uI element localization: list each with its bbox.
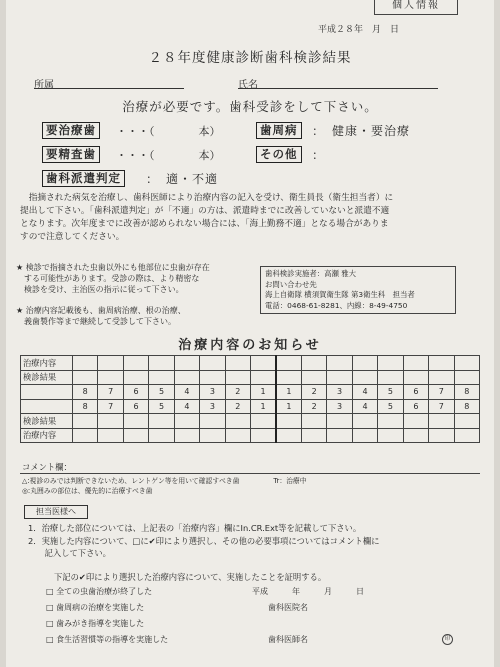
chart-cell[interactable] xyxy=(123,414,148,429)
contact-examiner: 歯科検診実施者：高瀬 雅大 xyxy=(265,269,357,278)
contact-heading: お問い合わせ先 xyxy=(265,279,317,289)
name-label: 氏名 xyxy=(238,80,258,91)
chart-cell[interactable] xyxy=(225,356,250,371)
tooth-number: 6 xyxy=(403,399,428,414)
chart-cell[interactable] xyxy=(251,370,276,385)
chart-cell[interactable] xyxy=(301,414,326,429)
notice-title: 治療内容のお知らせ xyxy=(178,338,322,353)
dentist-instruction-2: 2．実施した内容について、□に✔印により選択し、その他の必要事項についてはコメント欄に xyxy=(28,536,380,546)
row-exam-lower xyxy=(21,414,480,429)
tooth-number: 7 xyxy=(98,399,123,414)
chart-cell[interactable] xyxy=(200,428,225,443)
dispatch-value: ： 適・不適 xyxy=(146,172,219,186)
tooth-number: 2 xyxy=(225,385,250,400)
chart-cell[interactable] xyxy=(403,356,428,371)
chart-row-label xyxy=(21,385,73,400)
chart-cell[interactable] xyxy=(73,370,98,385)
chart-cell[interactable] xyxy=(276,414,301,429)
affiliation-line xyxy=(34,88,184,89)
chart-cell[interactable] xyxy=(225,414,250,429)
check-periodontal[interactable]: □ 歯周病の治療を実施した xyxy=(46,603,145,612)
instruction-line: すので注意してください。 xyxy=(20,232,125,242)
chart-cell[interactable] xyxy=(327,356,352,371)
periodontal-label: 歯周病 xyxy=(256,122,302,139)
tooth-number: 8 xyxy=(454,385,479,400)
chart-cell[interactable] xyxy=(174,356,199,371)
tooth-number: 8 xyxy=(73,399,98,414)
chart-cell[interactable] xyxy=(378,428,403,443)
dentist-instruction-3: 記入して下さい。 xyxy=(28,548,111,558)
check-all-cavities[interactable]: □ 全ての虫歯治療が終了した xyxy=(46,587,153,596)
dental-chart xyxy=(20,355,480,443)
dentist-instruction-1: 1．治療した部位については、上記表の「治療内容」欄にIn.CR.Ext等を記載して下さい。 xyxy=(28,523,362,533)
contact-phone: 電話：0468-61-8281、内線：8-49-4750 xyxy=(265,300,408,310)
tooth-number: 5 xyxy=(149,399,174,414)
document-title: ２８年度健康診断歯科検診結果 xyxy=(148,50,352,66)
other-label: その他 xyxy=(256,146,302,163)
tooth-number: 5 xyxy=(378,399,403,414)
tooth-number: 7 xyxy=(429,399,454,414)
row-upper-teeth xyxy=(21,385,480,400)
tooth-number: 2 xyxy=(301,385,326,400)
comment-field: コメント欄： xyxy=(20,461,480,474)
chart-cell[interactable] xyxy=(73,356,98,371)
chart-cell[interactable] xyxy=(149,414,174,429)
tooth-number: 8 xyxy=(454,399,479,414)
chart-cell[interactable] xyxy=(149,428,174,443)
document-page xyxy=(6,0,494,667)
chart-cell[interactable] xyxy=(123,356,148,371)
chart-cell[interactable] xyxy=(429,356,454,371)
tooth-number: 3 xyxy=(200,385,225,400)
chart-cell[interactable] xyxy=(123,370,148,385)
date-field: 平成 年 月 日 xyxy=(252,587,364,596)
chart-row-label: 検診結果 xyxy=(21,414,73,429)
chart-cell[interactable] xyxy=(225,428,250,443)
row-treatment-upper xyxy=(21,356,480,371)
chart-cell[interactable] xyxy=(327,428,352,443)
chart-cell[interactable] xyxy=(174,414,199,429)
seal-mark: 印 xyxy=(442,634,453,645)
row-lower-teeth xyxy=(21,399,480,414)
chart-cell[interactable] xyxy=(73,428,98,443)
chart-cell[interactable] xyxy=(98,356,123,371)
chart-cell[interactable] xyxy=(327,370,352,385)
tooth-number: 1 xyxy=(276,385,301,400)
legend-line: ◎:丸囲みの部位は、優先的に治療すべき歯 xyxy=(22,486,153,495)
treatment-needed-label: 要治療歯 xyxy=(42,122,100,139)
chart-cell[interactable] xyxy=(327,414,352,429)
note-continue xyxy=(16,305,186,327)
dentist-name-label: 歯科医師名 xyxy=(268,635,308,644)
tooth-number: 3 xyxy=(327,385,352,400)
chart-cell[interactable] xyxy=(429,370,454,385)
date-line: 平成２８年 月 日 xyxy=(318,25,400,35)
chart-row-label xyxy=(21,399,73,414)
chart-cell[interactable] xyxy=(251,428,276,443)
tooth-number: 4 xyxy=(352,385,377,400)
instruction-line: 提出して下さい。「歯科派遣判定」が「不適」の方は、派遣時までに改善していないと派遣不適 xyxy=(20,206,390,216)
dispatch-label: 歯科派遣判定 xyxy=(42,170,125,187)
note-cavity xyxy=(16,262,210,295)
tooth-number: 6 xyxy=(403,385,428,400)
chart-cell[interactable] xyxy=(251,414,276,429)
instruction-line: 指摘された病気を治療し、歯科医師により治療内容の記入を受け、衛生員長（衛生担当者）に xyxy=(28,193,394,203)
certification-text: 下記の✔印により選択した治療内容について、実施したことを証明する。 xyxy=(54,572,327,582)
chart-cell[interactable] xyxy=(301,356,326,371)
chart-cell[interactable] xyxy=(200,414,225,429)
contact-box xyxy=(260,266,456,314)
to-dentist-label: 担当医様へ xyxy=(24,505,88,519)
tooth-number: 1 xyxy=(251,385,276,400)
note-line: ★ 治療内容記載後も、歯周病治療、根の治療、 xyxy=(16,306,186,315)
chart-cell[interactable] xyxy=(276,356,301,371)
chart-cell[interactable] xyxy=(352,428,377,443)
periodontal-value: ： 健康・要治療 xyxy=(312,124,411,138)
chart-cell[interactable] xyxy=(378,414,403,429)
chart-cell[interactable] xyxy=(174,370,199,385)
chart-cell[interactable] xyxy=(454,428,479,443)
recheck-label: 要精査歯 xyxy=(42,146,100,163)
tooth-number: 6 xyxy=(123,385,148,400)
chart-cell[interactable] xyxy=(98,414,123,429)
tooth-number: 2 xyxy=(225,399,250,414)
tooth-number: 5 xyxy=(149,385,174,400)
main-message: 治療が必要です。歯科受診をして下さい。 xyxy=(122,99,378,114)
tooth-number: 1 xyxy=(251,399,276,414)
chart-cell[interactable] xyxy=(378,370,403,385)
contact-org: 海上自衛隊 横須賀衛生隊 第3衛生科 担当者 xyxy=(265,290,415,300)
note-line: ★ 検診で指摘された虫歯以外にも他部位に虫歯が存在 xyxy=(16,263,210,272)
chart-row-label: 検診結果 xyxy=(21,370,73,385)
tooth-number: 7 xyxy=(429,385,454,400)
note-line: 検診を受け、主治医の指示に従って下さい。 xyxy=(16,285,184,294)
chart-cell[interactable] xyxy=(352,414,377,429)
tooth-number: 3 xyxy=(327,399,352,414)
row-treatment-lower xyxy=(21,428,480,443)
chart-cell[interactable] xyxy=(352,370,377,385)
personal-info-stamp: 個人情報 xyxy=(374,0,458,15)
chart-cell[interactable] xyxy=(403,414,428,429)
tooth-number: 1 xyxy=(276,399,301,414)
chart-cell[interactable] xyxy=(429,414,454,429)
chart-cell[interactable] xyxy=(454,414,479,429)
affiliation-label: 所属 xyxy=(34,80,54,91)
chart-cell[interactable] xyxy=(200,370,225,385)
chart-cell[interactable] xyxy=(73,414,98,429)
chart-cell[interactable] xyxy=(149,370,174,385)
chart-legend xyxy=(22,477,307,496)
tooth-number: 3 xyxy=(200,399,225,414)
note-line: する可能性があります。受診の際は、より精密な xyxy=(16,274,200,283)
chart-cell[interactable] xyxy=(225,370,250,385)
chart-cell[interactable] xyxy=(123,428,148,443)
chart-cell[interactable] xyxy=(429,428,454,443)
chart-cell[interactable] xyxy=(454,356,479,371)
recheck-value: ・・・（ 本） xyxy=(116,149,221,162)
legend-tr: Tr：治療中 xyxy=(273,477,307,485)
chart-cell[interactable] xyxy=(149,356,174,371)
chart-cell[interactable] xyxy=(301,428,326,443)
chart-cell[interactable] xyxy=(200,356,225,371)
tooth-number: 8 xyxy=(73,385,98,400)
chart-cell[interactable] xyxy=(174,428,199,443)
chart-cell[interactable] xyxy=(98,370,123,385)
tooth-number: 2 xyxy=(301,399,326,414)
check-brushing[interactable]: □ 歯みがき指導を実施した xyxy=(46,619,145,628)
tooth-number: 4 xyxy=(174,385,199,400)
chart-cell[interactable] xyxy=(352,356,377,371)
legend-line: △:視診のみでは判断できないため、レントゲン等を用いて確認すべき歯 Tr：治療中 xyxy=(22,477,307,485)
tooth-number: 6 xyxy=(123,399,148,414)
tooth-number: 4 xyxy=(174,399,199,414)
treatment-needed-value: ・・・（ 本） xyxy=(116,125,221,138)
other-value: ： xyxy=(312,148,326,162)
note-line: 義歯製作等まで継続して受診して下さい。 xyxy=(16,317,176,326)
chart-cell[interactable] xyxy=(403,428,428,443)
chart-cell[interactable] xyxy=(378,356,403,371)
name-line xyxy=(238,88,438,89)
chart-cell[interactable] xyxy=(276,428,301,443)
row-exam-upper xyxy=(21,370,480,385)
chart-cell[interactable] xyxy=(454,370,479,385)
instruction-line: となります。次年度までに改善が認められない場合には、「海上勤務不適」となる場合がありま xyxy=(20,219,389,229)
chart-cell[interactable] xyxy=(276,370,301,385)
chart-row-label: 治療内容 xyxy=(21,428,73,443)
chart-cell[interactable] xyxy=(301,370,326,385)
tooth-number: 7 xyxy=(98,385,123,400)
clinic-name-label: 歯科医院名 xyxy=(268,603,308,612)
tooth-number: 5 xyxy=(378,385,403,400)
check-diet[interactable]: □ 食生活習慣等の指導を実施した xyxy=(46,635,169,644)
chart-cell[interactable] xyxy=(98,428,123,443)
chart-cell[interactable] xyxy=(403,370,428,385)
chart-cell[interactable] xyxy=(251,356,276,371)
instructions-paragraph xyxy=(20,192,482,244)
tooth-number: 4 xyxy=(352,399,377,414)
chart-row-label: 治療内容 xyxy=(21,356,73,371)
